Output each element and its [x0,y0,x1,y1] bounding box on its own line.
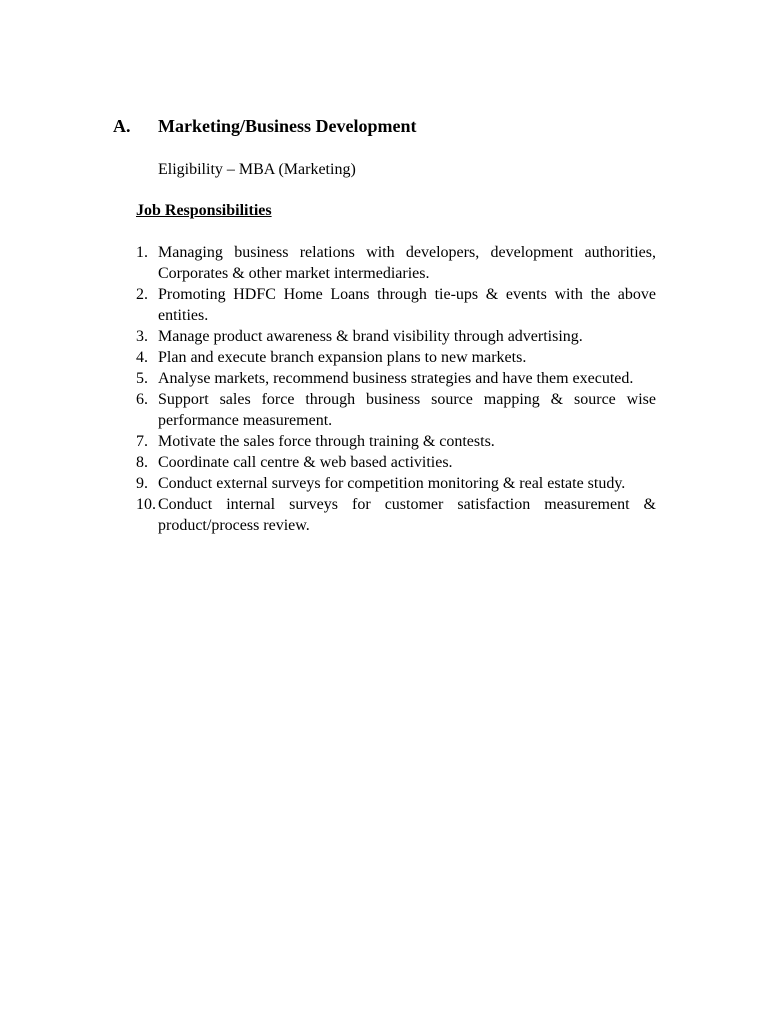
list-item-number: 10. [136,496,156,513]
list-item-text: Managing business relations with developers, development authorities, Corporates & other market intermediaries. [158,244,656,282]
list-item-text: Motivate the sales force through training & contests. [158,433,495,450]
section-title: Marketing/Business Development [158,116,417,136]
list-item-text: Conduct internal surveys for customer satisfaction measurement & product/process review. [158,496,656,534]
section-letter: A. [113,116,131,136]
list-item-number: 6. [136,391,148,408]
list-item-number: 3. [136,328,148,345]
list-item-text: Manage product awareness & brand visibility through advertising. [158,328,583,345]
list-item [136,494,656,536]
list-item-number: 1. [136,244,148,261]
list-item-number: 4. [136,349,148,366]
list-item [136,326,656,347]
responsibilities-heading: Job Responsibilities [136,202,272,219]
list-item [136,368,656,389]
list-item [136,431,656,452]
list-item [136,389,656,431]
list-item-number: 7. [136,433,148,450]
list-item [136,452,656,473]
list-item [136,473,656,494]
eligibility-line: Eligibility – MBA (Marketing) [158,161,356,178]
list-item [136,242,656,284]
list-item-text: Plan and execute branch expansion plans to new markets. [158,349,527,366]
list-item [136,347,656,368]
list-item-number: 2. [136,286,148,303]
list-item-text: Coordinate call centre & web based activities. [158,454,453,471]
list-item-text: Conduct external surveys for competition monitoring & real estate study. [158,475,626,492]
section-heading [113,114,417,138]
responsibilities-list [136,242,656,536]
list-item-text: Analyse markets, recommend business strategies and have them executed. [158,370,634,387]
list-item-number: 9. [136,475,148,492]
list-item-text: Support sales force through business source mapping & source wise performance measurement. [158,391,656,429]
list-item-number: 5. [136,370,148,387]
list-item-text: Promoting HDFC Home Loans through tie-ups & events with the above entities. [158,286,656,324]
list-item-number: 8. [136,454,148,471]
list-item [136,284,656,326]
